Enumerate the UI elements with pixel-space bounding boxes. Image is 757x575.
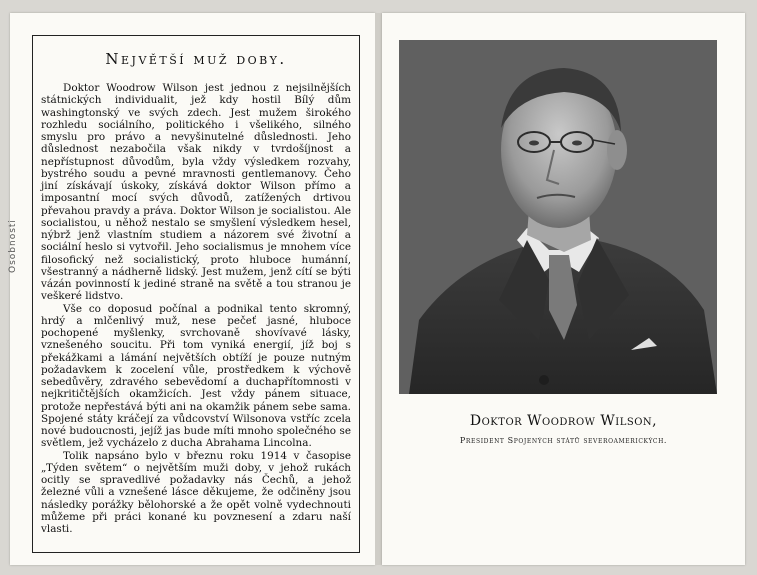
right-page — [382, 13, 745, 565]
article-body — [41, 82, 351, 535]
handwritten-margin-note: Osobnosti — [8, 219, 18, 273]
portrait-caption-subtitle: President Spojených států severoamerických. — [459, 436, 668, 445]
portrait-icon — [399, 40, 717, 394]
fold-spine — [375, 13, 382, 565]
article-title: Největší muž doby. — [105, 50, 287, 68]
paragraph-1: Doktor Woodrow Wilson jest jednou z nejsilnějších státnických individualit, jež kdy hostil Bílý dům washingtonský ve svých zdech. Jest mužem širokého rozhledu sociálního, politického i všelikého, silného smyslu pro právo a nevyšinutelné důslednosti. Jeho důslednost nezabočila však nikdy v tvrdošíjnost a nepřístupnost důvodům, byla vždy výsledkem rozvahy, bystrého soudu a pevné mravnosti gentlemanovy. Čeho jiní získávají úskoky, získává doktor Wilson přímo a imposantní mocí svých důvodů, zatížených drtivou převahou pravdy a práva. Doktor Wilson je socialistou. Ale socialistou, u něhož nestalo se smyšlení výsledkem hesel, nýbrž jenž vlastním studiem a názorem své životní a sociální heslo si vytvořil. Jeho socialismus je mnohem více filosofický než socialistický, proto hluboce humánní, všestranný a nádherně lidský. Jest mužem, jenž cítí se býti vázán povinností k jediné straně na světě a tou stranou je veškeré lidstvo. — [41, 82, 351, 303]
text-frame — [32, 35, 360, 553]
portrait-photo — [399, 40, 717, 394]
left-page — [10, 13, 375, 565]
portrait-caption-name: Doktor Woodrow Wilson, — [469, 413, 658, 429]
paragraph-3: Tolik napsáno bylo v březnu roku 1914 v časopise „Týden světem“ o největším muži doby, v jehož rukách ocitly se spravedlivé požadavky nás Čechů, a jehož železné vůli a vznešené lásce děkujeme, že odčiněny jsou následky porážky bělohorské a že opět volně vydechnouti můžeme při práci konané ku povznesení a zdaru naší vlasti. — [41, 449, 351, 535]
paragraph-2: Vše co doposud počínal a podnikal tento skromný, hrdý a mlčenlivý muž, nese pečeť jasné, hluboce pochopené myšlenky, svrchovaně shovívavé lásky, vznešeného soucitu. Při tom vyniká energií, jíž boj s překážkami a lámání největších obtíží je pouze nutným požadavkem k zocelení vůle, prostředkem k výchově sebedůvěry, zdravého sebevědomí a duchapřítomnosti v nejkritičtějších okamžicích. Jest vždy pánem situace, protože nepřestává býti ani na okamžik pánem sebe sama. Spojené státy kráčejí za vůdcovství Wilsonova vstříc zcela nové budoucnosti, jejíž jas bude míti mnoho společného se světlem, jež vycházelo z ducha Abrahama Lincolna. — [41, 302, 351, 450]
